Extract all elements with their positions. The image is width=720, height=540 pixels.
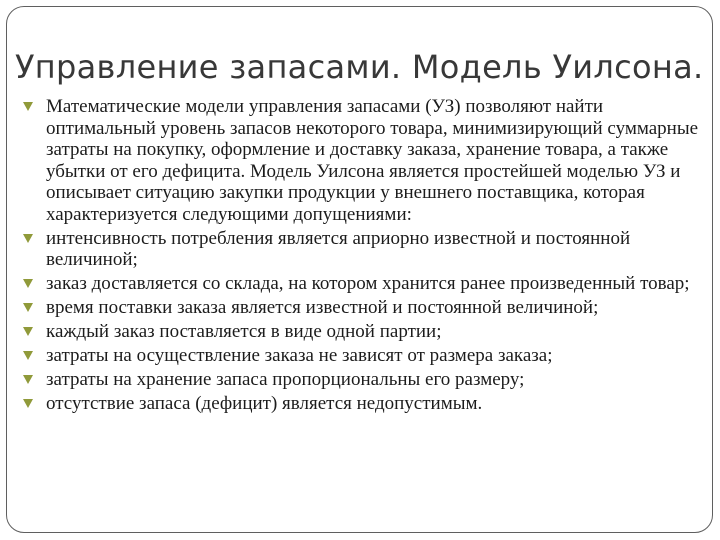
bullet-text: заказ доставляется со склада, на котором хранится ранее произведенный товар; — [46, 273, 690, 294]
bullet-list — [22, 96, 710, 417]
list-item — [22, 297, 710, 319]
bullet-triangle-icon — [23, 399, 33, 408]
bullet-text: каждый заказ поставляется в виде одной партии; — [46, 321, 442, 342]
list-item — [22, 393, 710, 415]
list-item — [22, 228, 710, 271]
list-item — [22, 369, 710, 391]
bullet-triangle-icon — [23, 375, 33, 384]
list-item — [22, 345, 710, 367]
bullet-text: затраты на хранение запаса пропорциональны его размеру; — [46, 369, 525, 390]
bullet-triangle-icon — [23, 327, 33, 336]
bullet-text: отсутствие запаса (дефицит) является недопустимым. — [46, 393, 483, 414]
list-item — [22, 321, 710, 343]
bullet-text: интенсивность потребления является априорно известной и постоянной величиной; — [46, 227, 631, 270]
bullet-triangle-icon — [23, 234, 33, 243]
bullet-triangle-icon — [23, 351, 33, 360]
slide-title: Управление запасами. Модель Уилсона. — [15, 48, 704, 86]
bullet-text: время поставки заказа является известной и постоянной величиной; — [46, 297, 599, 318]
list-item — [22, 273, 710, 295]
list-item — [22, 96, 710, 225]
bullet-text: Математические модели управления запасами (УЗ) позволяют найти оптимальный уровень запасов некоторого товара, минимизирующий суммарные затраты на покупку, оформление и доставку заказа, хранение товара, а также убытки от его дефицита. Модель Уилсона является простейшей моделью УЗ и описывает ситуацию закупки продукции у внешнего поставщика, которая характеризуется следующими допущениями: — [46, 96, 699, 225]
bullet-triangle-icon — [23, 303, 33, 312]
bullet-triangle-icon — [23, 102, 33, 111]
bullet-text: затраты на осуществление заказа не зависят от размера заказа; — [46, 345, 553, 366]
bullet-triangle-icon — [23, 279, 33, 288]
